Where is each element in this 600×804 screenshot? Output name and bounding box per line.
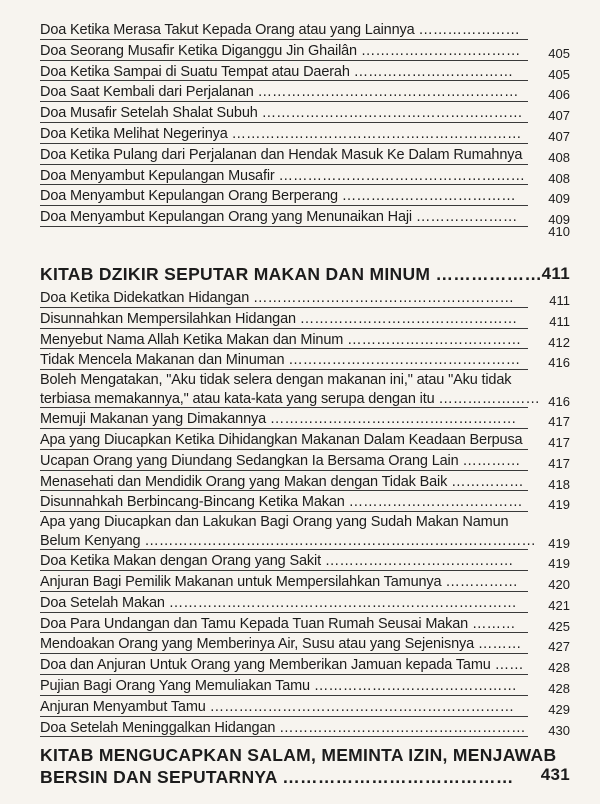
entry-underline bbox=[40, 490, 528, 491]
toc-entry bbox=[40, 103, 570, 124]
entry-underline bbox=[40, 716, 528, 717]
chapter-heading bbox=[40, 744, 570, 788]
entry-page: 419 bbox=[548, 556, 570, 572]
toc-entry bbox=[40, 593, 570, 614]
entry-underline bbox=[40, 674, 528, 675]
entry-page: 425 bbox=[548, 618, 570, 634]
chapter-dots: ……………… bbox=[435, 264, 543, 284]
entry-title: Mendoakan Orang yang Memberinya Air, Susu atau yang Sejenisnya bbox=[40, 636, 475, 653]
entry-dots: ………… bbox=[462, 452, 521, 469]
chapter-heading bbox=[40, 262, 570, 288]
entry-page: 417 bbox=[548, 434, 570, 450]
entry-title: Anjuran Bagi Pemilik Makanan untuk Mempersilahkan Tamunya bbox=[40, 573, 442, 590]
entry-title: Menyebut Nama Allah Ketika Makan dan Minum bbox=[40, 331, 344, 348]
toc-entry bbox=[40, 309, 570, 330]
entry-title: Doa Saat Kembali dari Perjalanan bbox=[40, 84, 254, 101]
chapter-dots: ………………………………… bbox=[282, 767, 514, 787]
entry-page: 416 bbox=[548, 394, 570, 410]
entry-page: 430 bbox=[548, 722, 570, 738]
entry-underline bbox=[40, 736, 528, 737]
entry-page: 417 bbox=[548, 455, 570, 471]
entry-underline bbox=[40, 511, 528, 512]
entry-dots: …………………………… bbox=[353, 63, 514, 80]
entry-underline bbox=[40, 60, 528, 61]
entry-underline bbox=[40, 549, 528, 550]
entry-underline bbox=[40, 80, 528, 81]
toc-section-continued bbox=[40, 20, 570, 239]
entry-underline bbox=[40, 205, 528, 206]
entry-underline bbox=[40, 39, 528, 40]
toc-entry bbox=[40, 41, 570, 62]
entry-title: Ucapan Orang yang Diundang Sedangkan Ia Bersama Orang Lain bbox=[40, 452, 459, 469]
entry-underline bbox=[40, 143, 528, 144]
entry-page: 419 bbox=[548, 497, 570, 513]
entry-page: 418 bbox=[548, 476, 570, 492]
entry-dots: ……………………………………………… bbox=[257, 84, 519, 101]
entry-title: Doa Setelah Meninggalkan Hidangan bbox=[40, 719, 276, 736]
entry-dots: ……………………………………………… bbox=[261, 105, 523, 122]
entry-title: Doa Menyambut Kepulangan Orang Berperang bbox=[40, 188, 338, 205]
entry-dots: ……………………………… bbox=[347, 331, 522, 348]
entry-dots: …………………………………… bbox=[313, 677, 517, 694]
entry-title: Doa Setelah Makan bbox=[40, 594, 165, 611]
toc-entry bbox=[40, 124, 570, 145]
entry-underline bbox=[40, 428, 528, 429]
entry-title: Doa Ketika Melihat Negerinya bbox=[40, 125, 228, 142]
toc-entry bbox=[40, 62, 570, 83]
entry-dots: …………………………………………………… bbox=[231, 125, 522, 142]
entry-dots: ……………………………………… bbox=[299, 310, 518, 327]
entry-underline bbox=[40, 226, 528, 227]
entry-underline bbox=[40, 164, 528, 165]
toc-entry bbox=[40, 371, 570, 409]
entry-underline bbox=[40, 307, 528, 308]
entry-title: Anjuran Menyambut Tamu bbox=[40, 698, 206, 715]
entry-dots: ………………… bbox=[438, 391, 540, 408]
entry-title: Memuji Makanan yang Dimakannya bbox=[40, 411, 266, 428]
entry-title: Doa Ketika Merasa Takut Kepada Orang atau yang Lainnya bbox=[40, 22, 415, 38]
chapter-title-line2: BERSIN DAN SEPUTARNYA bbox=[40, 767, 278, 787]
toc-entry bbox=[40, 409, 570, 430]
entry-page: 407 bbox=[548, 108, 570, 124]
toc-chapter-salam bbox=[40, 744, 570, 788]
toc-entry bbox=[40, 676, 570, 697]
toc-entry bbox=[40, 472, 570, 493]
toc-entry bbox=[40, 430, 570, 451]
chapter-title-line1: KITAB MENGUCAPKAN SALAM, MEMINTA IZIN, MENJAWAB bbox=[40, 745, 557, 765]
entry-page: 411 bbox=[549, 293, 570, 308]
toc-entry bbox=[40, 492, 570, 513]
entry-title: Boleh Mengatakan, "Aku tidak selera dengan makanan ini," atau "Aku tidak terbiasa memakannya," atau kata-kata yang serupa dengan itu bbox=[40, 372, 512, 408]
toc-entry bbox=[40, 655, 570, 676]
entry-underline bbox=[40, 101, 528, 102]
entry-page: 406 bbox=[548, 87, 570, 103]
toc-entry bbox=[40, 207, 570, 228]
entry-dots: ……… bbox=[477, 636, 522, 653]
entry-page: 408 bbox=[548, 170, 570, 186]
entry-dots: ……… bbox=[471, 615, 516, 632]
entry-dots: …… bbox=[494, 657, 524, 674]
entry-dots: …………………………………………… bbox=[279, 719, 526, 736]
entry-underline bbox=[40, 348, 528, 349]
entry-title: Doa Ketika Makan dengan Orang yang Sakit bbox=[40, 553, 321, 570]
entry-underline bbox=[40, 612, 528, 613]
toc-entry bbox=[40, 551, 570, 572]
entry-page: 412 bbox=[548, 334, 570, 350]
entry-dots: ………………… bbox=[418, 22, 520, 38]
entry-title: Menasehati dan Mendidik Orang yang Makan dengan Tidak Baik bbox=[40, 473, 448, 490]
toc-entry bbox=[40, 697, 570, 718]
entry-dots: ……………………………… bbox=[348, 494, 523, 511]
entry-page: 428 bbox=[548, 680, 570, 696]
toc-entry bbox=[40, 350, 570, 371]
entry-title: Doa Ketika Pulang dari Perjalanan dan Hendak Masuk Ke Dalam Rumahnya bbox=[40, 146, 523, 163]
entry-underline bbox=[40, 122, 528, 123]
entry-title: Doa dan Anjuran Untuk Orang yang Memberikan Jamuan kepada Tamu bbox=[40, 657, 491, 674]
entry-underline bbox=[40, 653, 528, 654]
entry-dots: …………… bbox=[445, 573, 518, 590]
entry-page: 407 bbox=[548, 128, 570, 144]
entry-dots: …………………………………………… bbox=[278, 167, 525, 184]
toc-entry bbox=[40, 451, 570, 472]
entry-page: 420 bbox=[548, 576, 570, 592]
entry-dots: ……………………………………………… bbox=[253, 290, 514, 306]
entry-dots: …………………………………………… bbox=[269, 411, 517, 428]
entry-title: Doa Musafir Setelah Shalat Subuh bbox=[40, 105, 258, 122]
entry-underline bbox=[40, 407, 528, 408]
entry-page: 409 bbox=[548, 212, 570, 228]
toc-chapter-makan-minum bbox=[40, 262, 570, 738]
chapter-title: KITAB DZIKIR SEPUTAR MAKAN DAN MINUM bbox=[40, 264, 431, 284]
toc-entry bbox=[40, 718, 570, 739]
entry-page: 417 bbox=[548, 414, 570, 430]
entry-title: Doa Menyambut Kepulangan Orang yang Menunaikan Haji bbox=[40, 209, 413, 226]
entry-dots: ……………………………………………………………… bbox=[168, 594, 517, 611]
entry-underline bbox=[40, 591, 528, 592]
entry-dots: ………………………………… bbox=[324, 553, 514, 570]
toc-entry bbox=[40, 20, 570, 41]
entry-page: 411 bbox=[549, 313, 570, 329]
entry-dots: …………………………… bbox=[360, 42, 521, 59]
entry-underline bbox=[40, 328, 528, 329]
entry-underline bbox=[40, 632, 528, 633]
entry-underline bbox=[40, 369, 528, 370]
entry-page: 410 bbox=[548, 223, 570, 239]
entry-dots: ……………………………………………………………………… bbox=[144, 533, 536, 550]
entry-page: 429 bbox=[548, 701, 570, 717]
entry-page: 421 bbox=[548, 597, 570, 613]
entry-title: Disunnahkah Berbincang-Bincang Ketika Makan bbox=[40, 494, 345, 511]
entry-title: Doa Menyambut Kepulangan Musafir bbox=[40, 167, 275, 184]
chapter-page: 431 bbox=[540, 765, 570, 784]
entry-underline bbox=[40, 449, 528, 450]
entry-title: Apa yang Diucapkan dan Lakukan Bagi Orang yang Sudah Makan Namun Belum Kenyang bbox=[40, 514, 509, 550]
entry-title: Doa Ketika Sampai di Suatu Tempat atau Daerah bbox=[40, 63, 350, 80]
entry-underline bbox=[40, 184, 528, 185]
entry-title: Pujian Bagi Orang Yang Memuliakan Tamu bbox=[40, 677, 310, 694]
entry-title: Doa Para Undangan dan Tamu Kepada Tuan Rumah Seusai Makan bbox=[40, 615, 469, 632]
entry-underline bbox=[40, 470, 528, 471]
toc-entry bbox=[40, 513, 570, 551]
entry-dots: ………………… bbox=[415, 209, 518, 226]
entry-title: Doa Seorang Musafir Ketika Diganggu Jin Ghailân bbox=[40, 42, 357, 59]
chapter-page: 411 bbox=[541, 264, 570, 283]
toc-entry bbox=[40, 166, 570, 187]
entry-page: 427 bbox=[548, 639, 570, 655]
entry-underline bbox=[40, 570, 528, 571]
entry-page: 419 bbox=[548, 536, 570, 552]
entry-dots: ………………………………………… bbox=[288, 352, 521, 369]
entry-dots: …………… bbox=[451, 473, 524, 490]
toc-entry bbox=[40, 288, 570, 309]
toc-entry bbox=[40, 330, 570, 351]
entry-title: Doa Ketika Didekatkan Hidangan bbox=[40, 290, 250, 306]
toc-entry bbox=[40, 82, 570, 103]
entry-title: Disunnahkan Mempersilahkan Hidangan bbox=[40, 310, 296, 327]
toc-entry bbox=[40, 634, 570, 655]
entry-underline bbox=[40, 695, 528, 696]
toc-entry bbox=[40, 145, 570, 166]
entry-page: 405 bbox=[548, 45, 570, 61]
entry-title: Tidak Mencela Makanan dan Minuman bbox=[40, 352, 285, 369]
entry-page: 409 bbox=[548, 191, 570, 207]
entry-dots: ……………………………… bbox=[341, 188, 516, 205]
toc-entry bbox=[40, 186, 570, 207]
toc-entry bbox=[40, 572, 570, 593]
entry-page: 428 bbox=[548, 660, 570, 676]
entry-page: 405 bbox=[548, 66, 570, 82]
entry-title: Apa yang Diucapkan Ketika Dihidangkan Makanan Dalam Keadaan Berpusa bbox=[40, 431, 523, 448]
entry-dots: ……………………………………………………… bbox=[209, 698, 515, 715]
entry-page: 408 bbox=[548, 149, 570, 165]
toc-entry bbox=[40, 614, 570, 635]
entry-page: 416 bbox=[548, 355, 570, 371]
